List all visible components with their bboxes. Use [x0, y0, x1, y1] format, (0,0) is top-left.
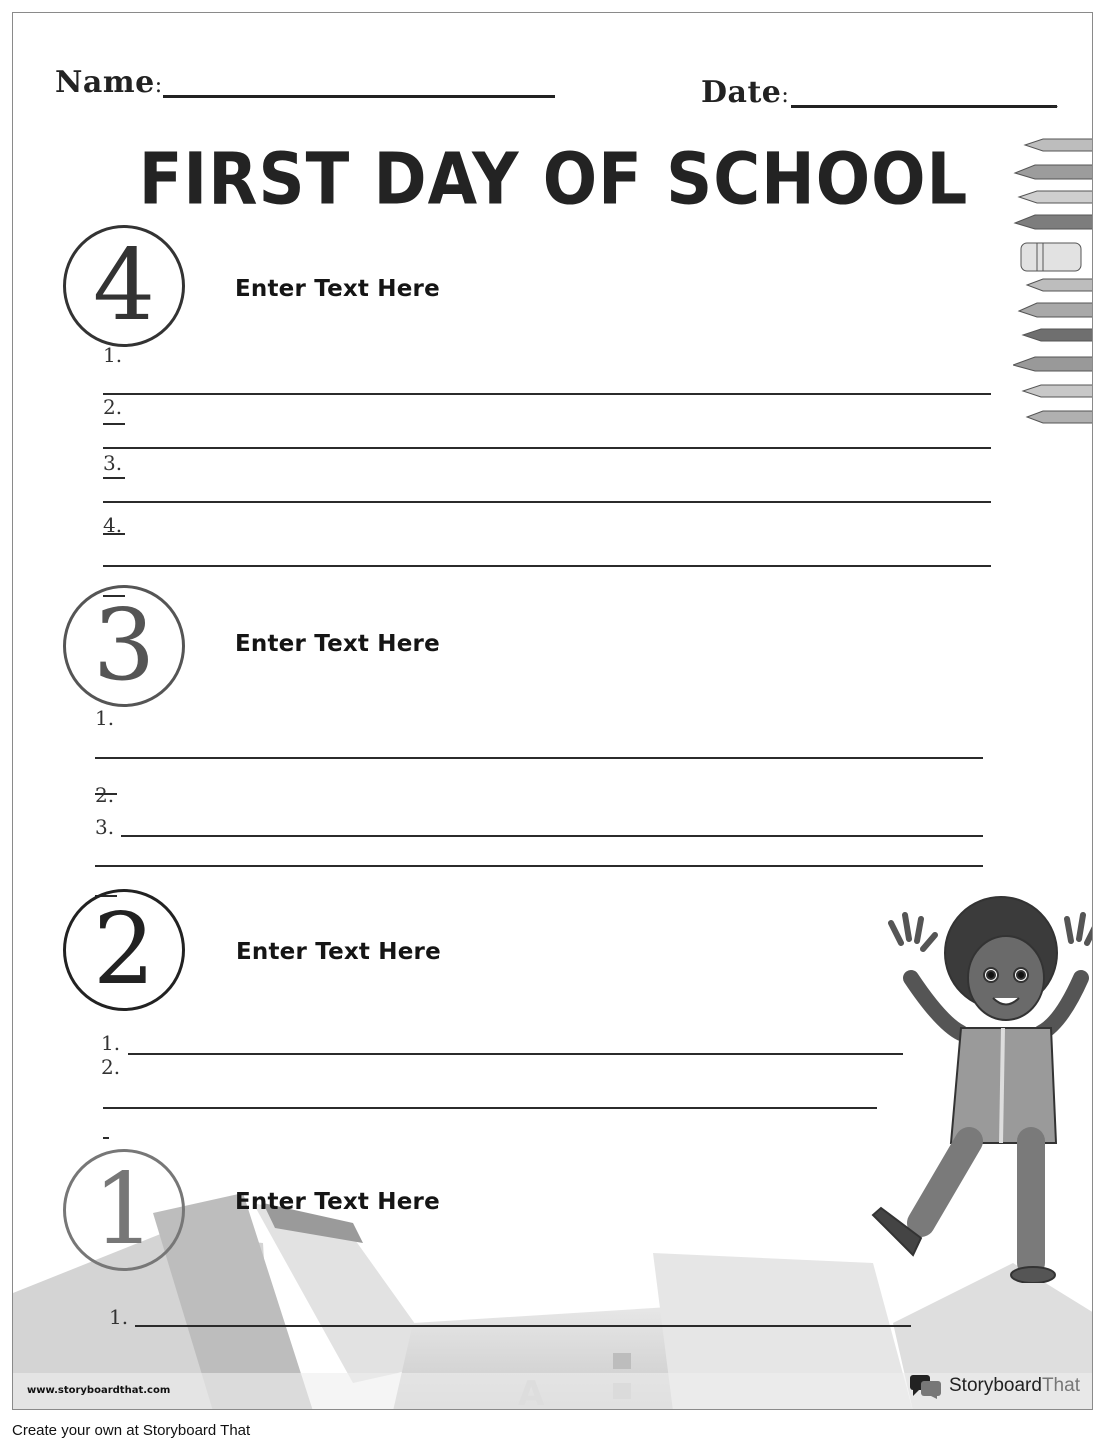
answer-line[interactable] [103, 565, 991, 567]
section-number-circle [63, 1149, 185, 1271]
section-number: 1 [92, 1153, 156, 1267]
worksheet [12, 12, 1093, 1410]
list-item-number: 1. [101, 1031, 121, 1055]
section-prompt[interactable]: Enter Text Here [235, 1189, 440, 1215]
answer-line-stub [103, 477, 125, 479]
date-field[interactable] [791, 105, 1057, 108]
answer-line-stub [95, 793, 117, 795]
storyboard-logo-icon [909, 1373, 943, 1399]
answer-line[interactable] [95, 865, 983, 867]
answer-line-stub [103, 423, 125, 425]
answer-line[interactable] [121, 835, 983, 837]
footer-url[interactable]: www.storyboardthat.com [27, 1385, 171, 1396]
date-trailing-mark: _ [1051, 92, 1058, 108]
section-prompt[interactable]: Enter Text Here [235, 276, 440, 302]
name-field[interactable] [163, 95, 555, 98]
page-title: FIRST DAY OF SCHOOL [138, 138, 969, 222]
date-label: Date: [701, 75, 790, 110]
list-item-number: 2. [101, 1055, 121, 1079]
answer-line-stub [103, 533, 125, 535]
list-item-number: 1. [95, 706, 115, 730]
answer-line[interactable] [103, 1107, 877, 1109]
child-cheering-illustration [851, 883, 1093, 1283]
section-prompt[interactable]: Enter Text Here [235, 631, 440, 657]
section-number: 4 [92, 229, 156, 343]
section-number: 2 [92, 893, 156, 1007]
answer-line[interactable] [95, 757, 983, 759]
list-item-number: 3. [95, 815, 115, 839]
list-item-number: 2. [95, 783, 115, 807]
section-number-circle [63, 585, 185, 707]
list-item-number: 3. [103, 451, 123, 475]
answer-line-stub [103, 1137, 109, 1139]
section-number-circle [63, 889, 185, 1011]
list-item-number: 1. [109, 1305, 129, 1329]
page-caption: Create your own at Storyboard That [12, 1422, 251, 1439]
answer-line[interactable] [103, 501, 991, 503]
name-label: Name: [55, 65, 163, 100]
answer-line[interactable] [128, 1053, 903, 1055]
section-number: 3 [92, 589, 156, 703]
storyboard-logo[interactable] [909, 1373, 1080, 1399]
list-item-number: 4. [103, 513, 123, 537]
section-prompt[interactable]: Enter Text Here [236, 939, 441, 965]
answer-line[interactable] [103, 393, 991, 395]
logo-main-text: Storyboard [949, 1375, 1042, 1396]
list-item-number: 2. [103, 395, 123, 419]
logo-light-text: That [1041, 1375, 1080, 1396]
answer-line[interactable] [135, 1325, 911, 1327]
answer-line[interactable] [103, 447, 991, 449]
list-item-number: 1. [103, 343, 123, 367]
section-number-circle [63, 225, 185, 347]
